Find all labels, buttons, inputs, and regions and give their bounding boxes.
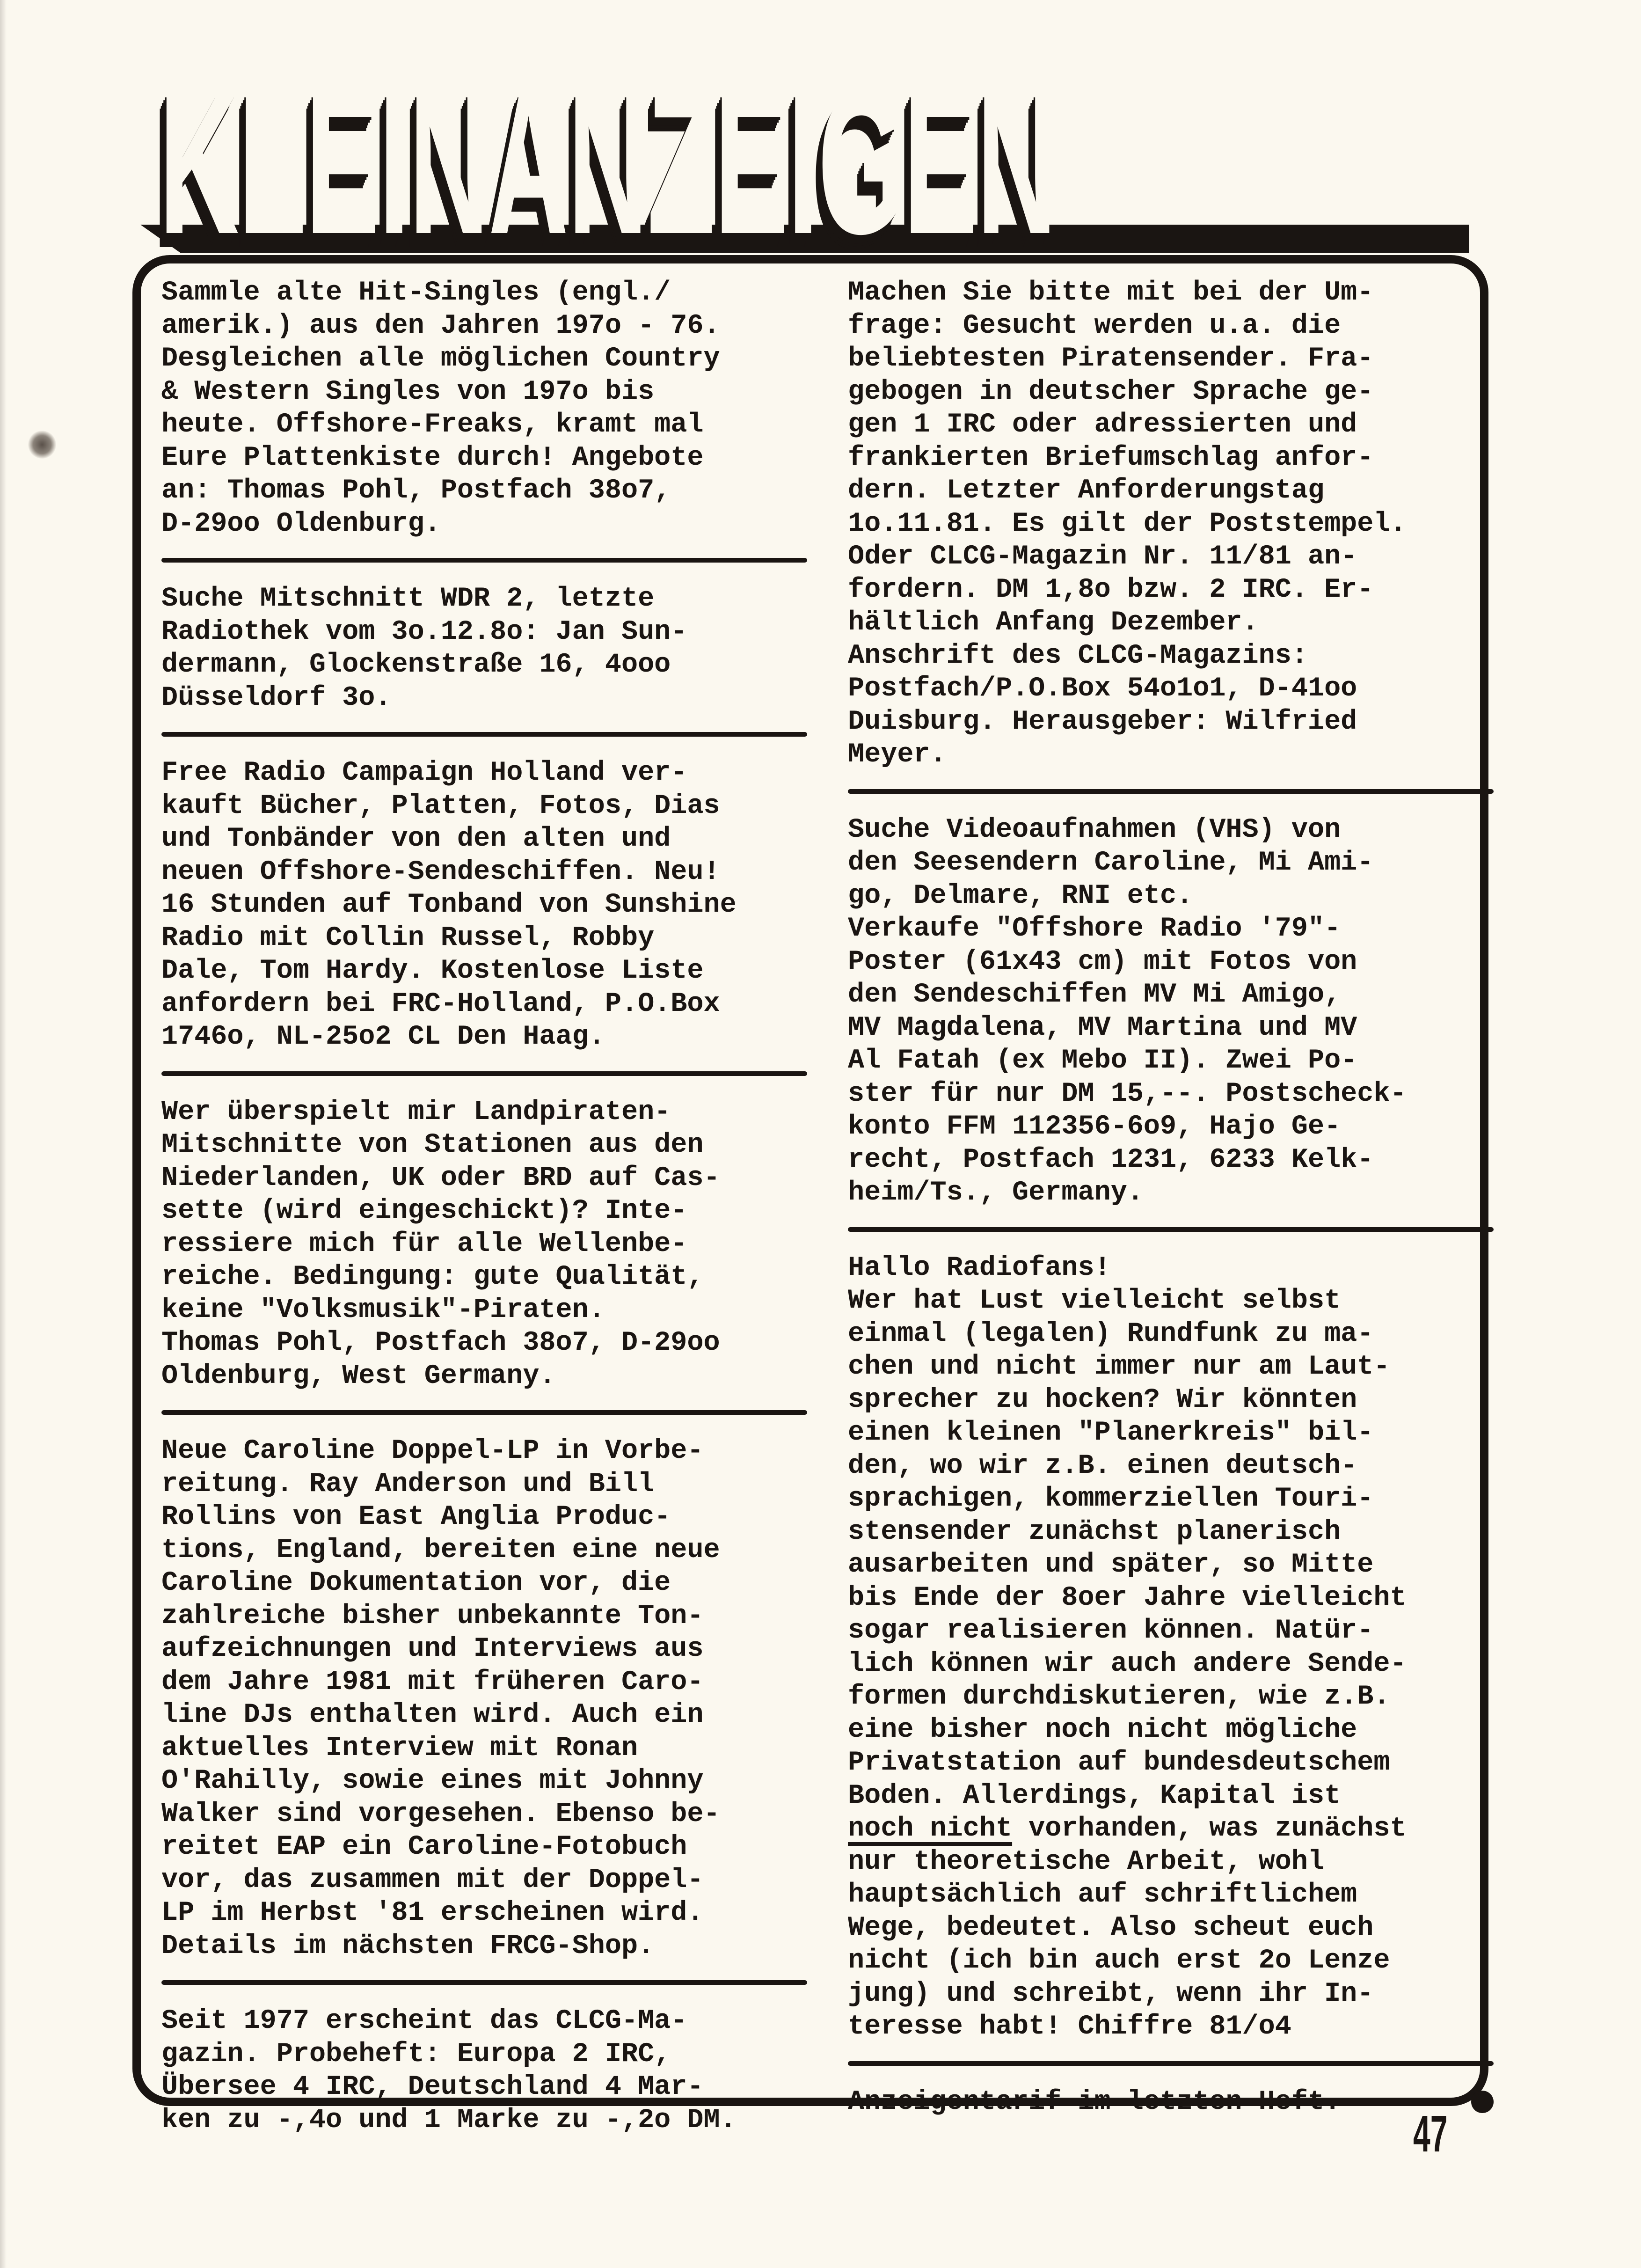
ad-text-line: Wege, bedeutet. Also scheut euch [848,1911,1374,1943]
ad-rates-note [848,2085,1494,2119]
ad-text-line: ausarbeiten und später, so Mitte [848,1549,1374,1580]
ad-text-line: reiche. Bedingung: gute Qualität, [161,1261,704,1292]
ad-text-line: Neue Caroline Doppel-LP in Vorbe- [161,1435,704,1466]
ad-text-line: nicht (ich bin auch erst 2o Lenze [848,1945,1390,1976]
classified-ad [848,1251,1494,2043]
end-bullet-icon [1471,2091,1494,2113]
ad-text-line: Poster (61x43 cm) mit Fotos von [848,945,1357,977]
ad-text-line: amerik.) aus den Jahren 197o - 76. [161,309,720,341]
ad-text-line: Desgleichen alle möglichen Country [161,343,720,374]
title-letter: L [238,51,304,276]
ad-text-line: dermann, Glockenstraße 16, 4ooo [161,649,671,680]
ad-text-line: recht, Postfach 1231, 6233 Kelk- [848,1143,1374,1175]
ad-text-line: dem Jahre 1981 mit früheren Caro- [161,1666,704,1697]
ad-text-line: eine bisher noch nicht mögliche [848,1713,1357,1745]
underlined-emphasis: noch nicht [848,1813,1013,1844]
ad-text-line: LP im Herbst '81 erscheinen wird. [161,1897,704,1928]
ad-text-line: einen kleinen "Planerkreis" bil- [848,1417,1374,1448]
ad-text-line: fordern. DM 1,8o bzw. 2 IRC. Er- [848,573,1374,605]
ad-text-line: Anschrift des CLCG-Magazins: [848,639,1308,671]
classified-ad [161,1434,807,1962]
classified-ad [161,276,807,540]
ad-text-line: stensender zunächst planerisch [848,1515,1341,1547]
ad-text-line: Oldenburg, West Germany. [161,1360,556,1391]
ad-text-line: sprachigen, kommerziellen Touri- [848,1483,1374,1514]
ad-text-line: chen und nicht immer nur am Laut- [848,1351,1390,1382]
ad-text-line: 1o.11.81. Es gilt der Poststempel. [848,507,1407,539]
ad-text-line: aktuelles Interview mit Ronan [161,1732,638,1763]
ad-text-line: frage: Gesucht werden u.a. die [848,309,1341,341]
ad-text-line: den, wo wir z.B. einen deutsch- [848,1449,1357,1481]
ad-text-line: gen 1 IRC oder adressierten und [848,409,1357,440]
ad-text-line: Duisburg. Herausgeber: Wilfried [848,705,1357,737]
ad-text-line: einmal (legalen) Rundfunk zu ma- [848,1317,1374,1349]
ad-divider-rule [161,1071,807,1076]
ad-text-line: lich können wir auch andere Sende- [848,1647,1407,1679]
ad-text-line: frankierten Briefumschlag anfor- [848,441,1374,473]
ad-text-line: Privatstation auf bundesdeutschem [848,1747,1390,1778]
ad-rates-text: Anzeigentarif im letzten Heft. [848,2085,1341,2117]
page-number: 47 [1413,2105,1448,2163]
ad-text-line: Machen Sie bitte mit bei der Um- [848,277,1374,308]
ad-text-line: Radiothek vom 3o.12.8o: Jan Sun- [161,615,687,647]
ad-text-line: Dale, Tom Hardy. Kostenlose Liste [161,955,704,986]
ad-text-line: 1746o, NL-25o2 CL Den Haag. [161,1021,605,1052]
ad-text-line: Thomas Pohl, Postfach 38o7, D-29oo [161,1327,720,1358]
ad-text-line: go, Delmare, RNI etc. [848,879,1193,911]
title-letter: E [903,51,975,276]
ad-text-line: Übersee 4 IRC, Deutschland 4 Mar- [161,2071,704,2102]
title-letter: N [409,51,487,276]
title-letter: I [379,51,407,276]
ad-text-line: Eure Plattenkiste durch! Angebote [161,441,704,473]
ad-text-line: und Tonbänder von den alten und [161,823,671,854]
right-column [848,276,1494,2118]
ad-text-line: Walker sind vorgesehen. Ebenso be- [161,1798,720,1829]
ad-divider-rule [161,558,807,563]
ad-text-line: & Western Singles von 197o bis [161,375,655,407]
ad-text-line: nur theoretische Arbeit, wohl [848,1845,1325,1877]
ad-text-line: Mitschnitte von Stationen aus den [161,1129,704,1160]
ad-text-line: teresse habt! Chiffre 81/o4 [848,2011,1291,2042]
ad-text-line: keine "Volksmusik"-Piraten. [161,1294,605,1325]
ad-text-line: sprecher zu hocken? Wir könnten [848,1383,1357,1415]
ad-text-line: Düsseldorf 3o. [161,681,392,713]
ad-text-line: ken zu -,4o und 1 Marke zu -,2o DM. [161,2104,737,2136]
ad-text-line: an: Thomas Pohl, Postfach 38o7, [161,475,671,506]
ad-text-line: Free Radio Campaign Holland ver- [161,757,687,788]
ad-text-line: ressiere mich für alle Wellenbe- [161,1228,687,1259]
classified-ad [161,2005,807,2136]
left-column [161,276,807,2136]
ad-text-line: heim/Ts., Germany. [848,1177,1144,1208]
ad-text-line: tions, England, bereiten eine neue [161,1534,720,1566]
ad-text-line: Details im nächsten FRCG-Shop. [161,1930,655,1961]
ad-text-line: gebogen in deutscher Sprache ge- [848,375,1374,407]
classified-ad [161,756,807,1054]
page-edge [0,0,7,2268]
ad-text-line: Suche Videoaufnahmen (VHS) von [848,813,1341,845]
ad-text-line: bis Ende der 8oer Jahre vielleicht [848,1581,1407,1613]
ad-text-line: Sammle alte Hit-Singles (engl./ [161,277,671,308]
ad-text-line: Caroline Dokumentation vor, die [161,1567,671,1598]
ad-divider-rule [848,789,1494,794]
ad-text-line: MV Magdalena, MV Martina und MV [848,1011,1357,1043]
ad-text-line: beliebtesten Piratensender. Fra- [848,343,1374,374]
ad-text-line: gazin. Probeheft: Europa 2 IRC, [161,2038,671,2070]
ad-text-line: O'Rahilly, sowie eines mit Johnny [161,1765,704,1796]
ad-text-line: den Seesendern Caroline, Mi Ami- [848,847,1374,878]
ad-text-line: kauft Bücher, Platten, Fotos, Dias [161,790,720,821]
ad-text-line: heute. Offshore-Freaks, kramt mal [161,409,704,440]
ad-text-line: Postfach/P.O.Box 54o1o1, D-41oo [848,673,1357,704]
classified-ad [161,1096,807,1393]
ad-text-line: Meyer. [848,739,947,770]
ad-text-line: dern. Letzter Anforderungstag [848,475,1325,506]
ad-text-line: Radio mit Collin Russel, Robby [161,922,655,953]
ad-text-line: ster für nur DM 15,--. Postscheck- [848,1077,1407,1109]
ad-divider-rule [161,1980,807,1985]
ad-text-line: 16 Stunden auf Tonband von Sunshine [161,889,737,920]
ad-text-line: formen durchdiskutieren, wie z.B. [848,1681,1390,1712]
ad-text-line: Wer überspielt mir Landpiraten- [161,1096,671,1127]
ad-text-line: jung) und schreibt, wenn ihr In- [848,1977,1374,2009]
ad-text-line: Verkaufe "Offshore Radio '79"- [848,913,1341,944]
ad-text-line: Hallo Radiofans! [848,1251,1111,1283]
ad-divider-rule [161,732,807,737]
ad-text-line: anfordern bei FRC-Holland, P.O.Box [161,988,720,1019]
ad-text-line: vor, das zusammen mit der Doppel- [161,1864,704,1895]
ad-text-line: den Sendeschiffen MV Mi Amigo, [848,979,1341,1010]
ad-text-line: sette (wird eingeschickt)? Inte- [161,1195,687,1226]
ad-text-line: Boden. Allerdings, Kapital ist [848,1779,1341,1811]
ad-text-line: Wer hat Lust vielleicht selbst [848,1285,1341,1316]
title-letter: N [977,51,1054,276]
ad-text-line: Suche Mitschnitt WDR 2, letzte [161,583,655,614]
ad-text-line: konto FFM 112356-6o9, Hajo Ge- [848,1111,1341,1142]
ad-text-line: reitet EAP ein Caroline-Fotobuch [161,1831,687,1862]
ad-divider-rule [848,2061,1494,2066]
title-letter: E [714,51,786,276]
title-letters [159,51,1472,276]
ad-text-line: line DJs enthalten wird. Auch ein [161,1699,704,1730]
ad-text-line: zahlreiche bisher unbekannte Ton- [161,1600,704,1631]
punch-hole-damage [28,431,56,459]
ad-text-line: sogar realisieren können. Natür- [848,1615,1374,1646]
title-letter: E [306,51,377,276]
title-letter: G [818,51,902,276]
classified-ad [161,582,807,714]
ad-divider-rule [848,1227,1494,1232]
title-letter: K [159,51,237,276]
ad-text-line: Niederlanden, UK oder BRD auf Cas- [161,1162,720,1193]
ad-divider-rule [161,1410,807,1415]
classified-ad [848,276,1494,771]
ad-text-line: D-29oo Oldenburg. [161,507,441,539]
title-letter: A [489,51,566,276]
ad-text-line: Oder CLCG-Magazin Nr. 11/81 an- [848,541,1357,572]
ad-text-line: Seit 1977 erscheint das CLCG-Ma- [161,2005,687,2036]
ad-text-line: Rollins von East Anglia Produc- [161,1501,671,1532]
classified-ad [848,813,1494,1209]
ad-text-line: hauptsächlich auf schriftlichem [848,1879,1357,1910]
ad-text-line: Al Fatah (ex Mebo II). Zwei Po- [848,1045,1357,1076]
ad-text-line: aufzeichnungen und Interviews aus [161,1633,704,1664]
title-letter: N [568,51,646,276]
ad-text-line: reitung. Ray Anderson und Bill [161,1468,655,1500]
ad-text-fragment: vorhanden, was zunächst [1012,1813,1407,1844]
ad-text-line: neuen Offshore-Sendeschiffen. Neu! [161,856,720,887]
title-letter: I [788,51,816,276]
ad-text-line [848,1812,1494,1845]
ad-text-line: hältlich Anfang Dezember. [848,607,1259,638]
title-letter: Z [647,51,713,276]
page-title [140,51,1479,276]
